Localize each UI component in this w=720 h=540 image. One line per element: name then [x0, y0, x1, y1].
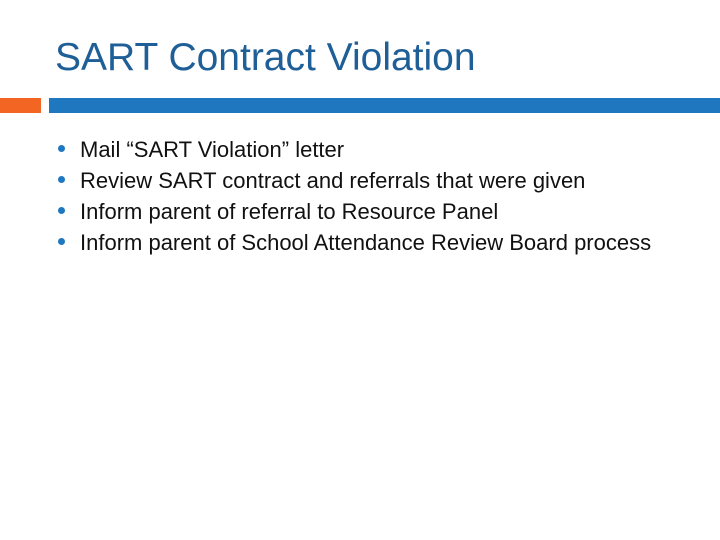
bullet-text: Inform parent of referral to Resource Panel [80, 199, 499, 224]
bullet-icon [58, 145, 65, 152]
bullet-text: Inform parent of School Attendance Review Board process [80, 230, 652, 255]
orange-accent-bar [0, 98, 41, 113]
bullet-text: Mail “SART Violation” letter [80, 137, 345, 162]
blue-accent-bar [49, 98, 720, 113]
bullet-item [58, 227, 698, 258]
bullet-item [58, 165, 698, 196]
bullet-item [58, 196, 698, 227]
bullet-list [58, 134, 698, 258]
bullet-icon [58, 207, 65, 214]
bullet-text: Review SART contract and referrals that were given [80, 168, 586, 193]
bullet-icon [58, 176, 65, 183]
bullet-item [58, 134, 698, 165]
bullet-icon [58, 238, 65, 245]
slide-title: SART Contract Violation [55, 36, 476, 79]
